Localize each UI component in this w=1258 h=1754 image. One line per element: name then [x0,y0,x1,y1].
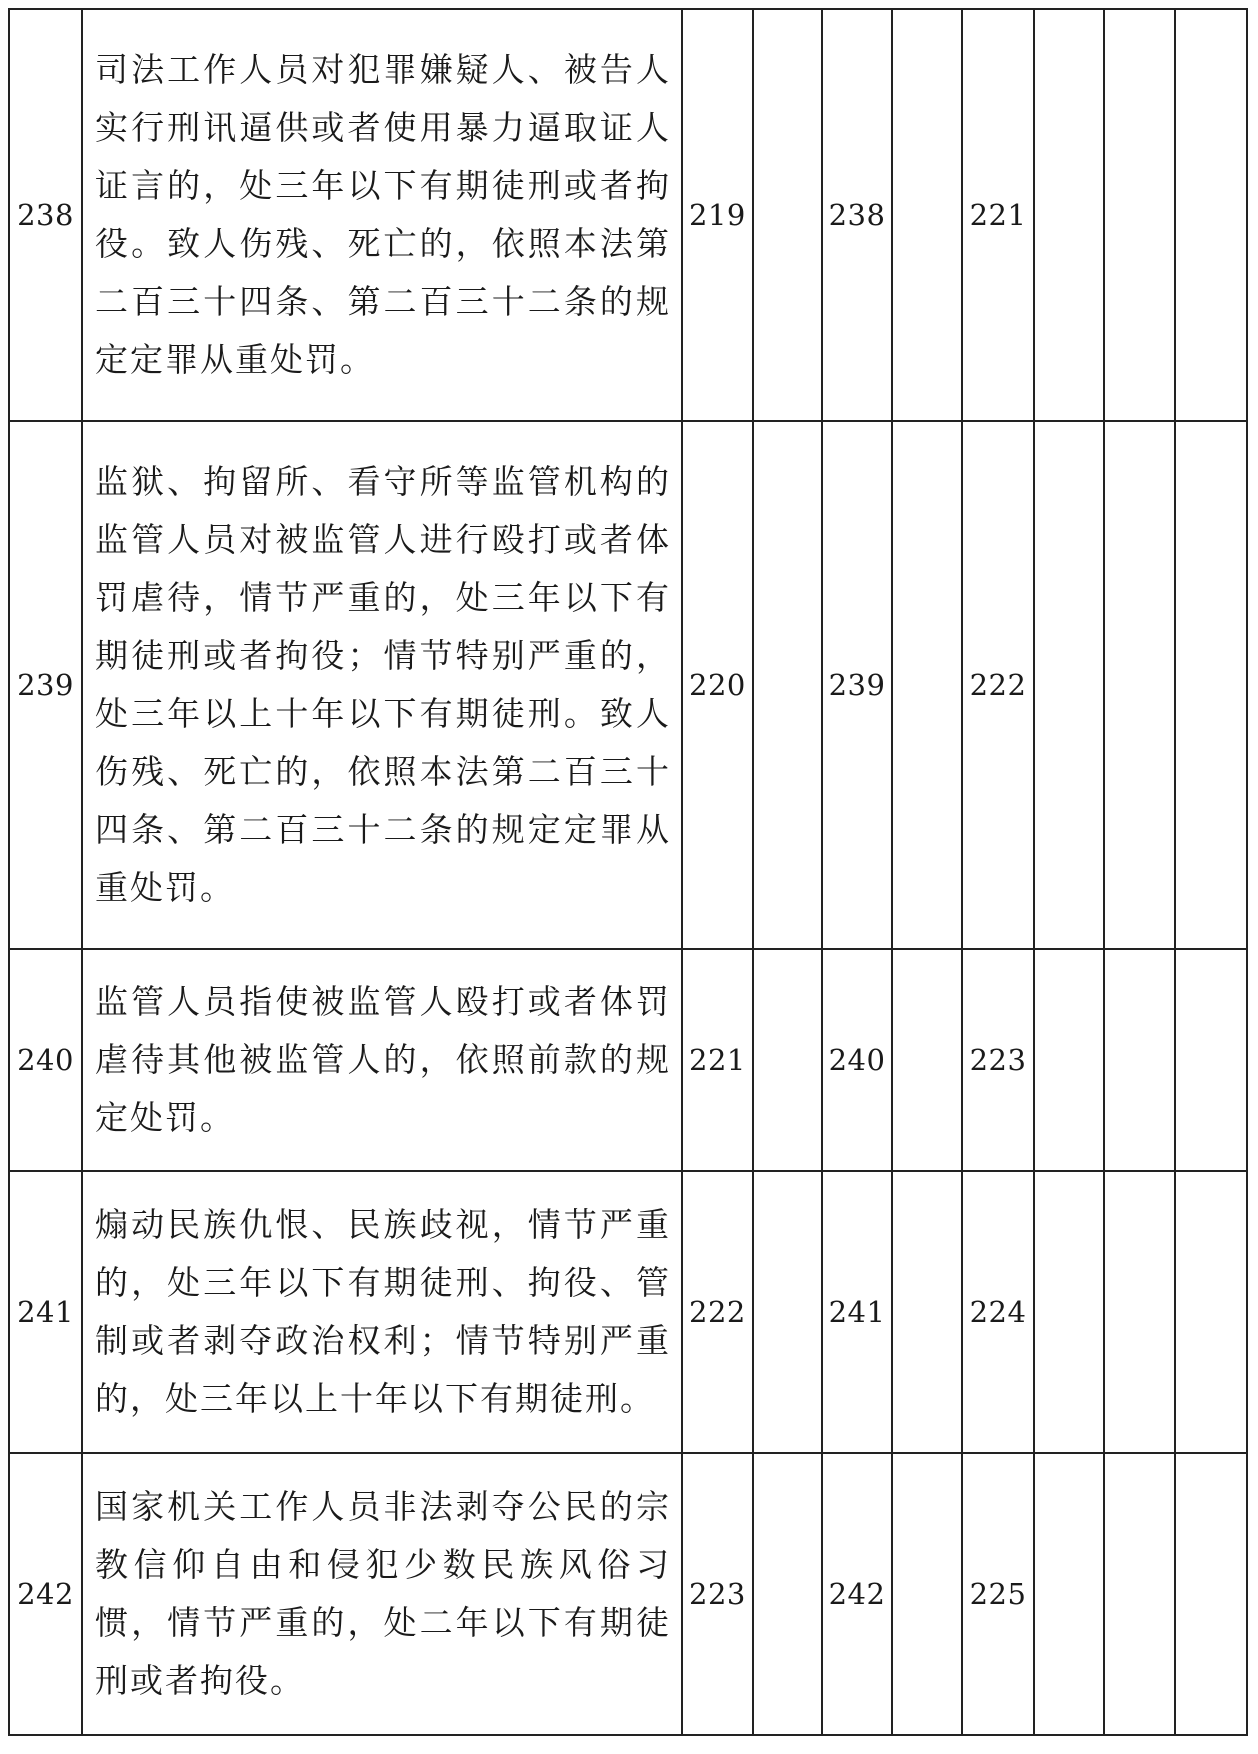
article-text: 监管人员指使被监管人殴打或者体罚虐待其他被监管人的，依照前款的规定处罚。 [82,949,682,1171]
ref-col-c: 240 [822,949,892,1171]
ref-col-d [892,9,962,421]
ref-col-h [1175,1453,1247,1735]
ref-col-e: 225 [962,1453,1034,1735]
ref-col-b [753,1453,822,1735]
ref-col-d [892,1171,962,1453]
article-number: 239 [9,421,82,949]
ref-col-f [1034,9,1104,421]
ref-col-a: 223 [682,1453,753,1735]
table-row [9,949,1247,1171]
ref-col-c: 239 [822,421,892,949]
ref-col-f [1034,949,1104,1171]
article-text: 监狱、拘留所、看守所等监管机构的监管人员对被监管人进行殴打或者体罚虐待，情节严重的，处三年以下有期徒刑或者拘役；情节特别严重的，处三年以上十年以下有期徒刑。致人伤残、死亡的，依照本法第二百三十四条、第二百三十二条的规定定罪从重处罚。 [82,421,682,949]
ref-col-e: 223 [962,949,1034,1171]
table-row [9,1453,1247,1735]
ref-col-g [1104,9,1175,421]
ref-col-f [1034,1453,1104,1735]
ref-col-a: 220 [682,421,753,949]
ref-col-d [892,1453,962,1735]
ref-col-c: 238 [822,9,892,421]
ref-col-c: 241 [822,1171,892,1453]
ref-col-g [1104,949,1175,1171]
ref-col-f [1034,421,1104,949]
article-number: 241 [9,1171,82,1453]
ref-col-a: 219 [682,9,753,421]
ref-col-d [892,421,962,949]
article-number: 240 [9,949,82,1171]
ref-col-e: 222 [962,421,1034,949]
article-number: 238 [9,9,82,421]
article-text: 煽动民族仇恨、民族歧视，情节严重的，处三年以下有期徒刑、拘役、管制或者剥夺政治权利；情节特别严重的，处三年以上十年以下有期徒刑。 [82,1171,682,1453]
ref-col-e: 224 [962,1171,1034,1453]
ref-col-d [892,949,962,1171]
table-row [9,421,1247,949]
ref-col-a: 221 [682,949,753,1171]
ref-col-f [1034,1171,1104,1453]
ref-col-b [753,9,822,421]
table-row [9,9,1247,421]
ref-col-h [1175,421,1247,949]
ref-col-g [1104,1171,1175,1453]
ref-col-g [1104,421,1175,949]
article-text: 国家机关工作人员非法剥夺公民的宗教信仰自由和侵犯少数民族风俗习惯，情节严重的，处二年以下有期徒刑或者拘役。 [82,1453,682,1735]
ref-col-h [1175,949,1247,1171]
ref-col-g [1104,1453,1175,1735]
ref-col-b [753,949,822,1171]
table-row [9,1171,1247,1453]
ref-col-c: 242 [822,1453,892,1735]
ref-col-e: 221 [962,9,1034,421]
law-comparison-table [8,8,1248,1736]
ref-col-a: 222 [682,1171,753,1453]
ref-col-h [1175,9,1247,421]
ref-col-b [753,1171,822,1453]
article-text: 司法工作人员对犯罪嫌疑人、被告人实行刑讯逼供或者使用暴力逼取证人证言的，处三年以下有期徒刑或者拘役。致人伤残、死亡的，依照本法第二百三十四条、第二百三十二条的规定定罪从重处罚。 [82,9,682,421]
article-number: 242 [9,1453,82,1735]
ref-col-h [1175,1171,1247,1453]
ref-col-b [753,421,822,949]
